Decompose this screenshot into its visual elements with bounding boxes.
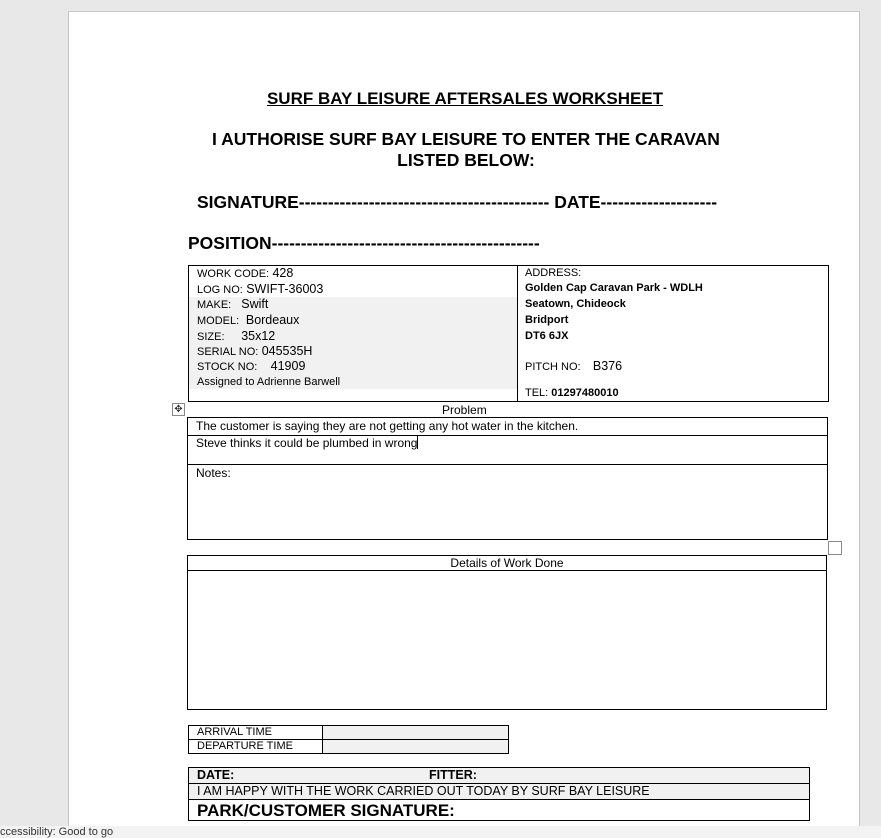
serial-label: SERIAL NO: bbox=[197, 346, 259, 358]
caravan-details bbox=[189, 266, 518, 401]
departure-time-field[interactable] bbox=[323, 740, 508, 753]
address-line-1[interactable]: Golden Cap Caravan Park - WDLH bbox=[525, 282, 703, 294]
address-line-2[interactable]: Seatown, Chideock bbox=[525, 298, 626, 310]
date-label: DATE: bbox=[197, 768, 235, 782]
signoff-table bbox=[188, 767, 810, 821]
tel-value[interactable]: 01297480010 bbox=[551, 387, 619, 399]
problem-row-1[interactable] bbox=[188, 418, 827, 436]
notes-label: Notes: bbox=[196, 466, 231, 480]
model-value[interactable]: Bordeaux bbox=[245, 313, 300, 327]
assigned-to: Assigned to Adrienne Barwell bbox=[197, 376, 341, 388]
date-fitter-row[interactable] bbox=[189, 768, 809, 784]
problem-text-2[interactable]: Steve thinks it could be plumbed in wrong bbox=[196, 436, 418, 450]
arrival-time-label: ARRIVAL TIME bbox=[189, 726, 323, 739]
stock-label: STOCK NO: bbox=[197, 361, 258, 373]
serial-value[interactable]: 045535H bbox=[261, 344, 313, 358]
document-page bbox=[68, 11, 860, 838]
departure-time-label: DEPARTURE TIME bbox=[189, 740, 323, 753]
pitch-value[interactable]: B376 bbox=[592, 359, 623, 373]
pitch-label: PITCH NO: bbox=[525, 361, 581, 373]
work-done-table bbox=[187, 555, 827, 710]
work-done-header: Details of Work Done bbox=[188, 556, 826, 571]
work-code-label: WORK CODE: bbox=[197, 268, 270, 280]
log-no-value[interactable]: SWIFT-36003 bbox=[246, 282, 324, 296]
work-code-value[interactable]: 428 bbox=[272, 266, 294, 280]
stock-value[interactable]: 41909 bbox=[270, 359, 306, 373]
text-cursor bbox=[417, 436, 418, 449]
address-line-3[interactable]: Bridport bbox=[525, 314, 569, 326]
problem-row-2[interactable] bbox=[188, 436, 827, 465]
tel-label: TEL: bbox=[525, 387, 549, 399]
time-table bbox=[188, 725, 509, 754]
problem-table bbox=[187, 417, 828, 540]
signature-date-line: SIGNATURE------------------------------------------- DATE-------------------- bbox=[197, 192, 718, 212]
log-no-label: LOG NO: bbox=[197, 284, 243, 296]
address-label: ADDRESS: bbox=[525, 267, 582, 279]
make-value[interactable]: Swift bbox=[241, 297, 269, 311]
make-label: MAKE: bbox=[197, 299, 232, 311]
problem-label: Problem bbox=[442, 403, 487, 417]
size-label: SIZE: bbox=[197, 331, 225, 343]
happy-statement: I AM HAPPY WITH THE WORK CARRIED OUT TODAY BY SURF BAY LEISURE bbox=[189, 784, 809, 800]
authorisation-text: I AUTHORISE SURF BAY LEISURE TO ENTER THE CARAVAN LISTED BELOW: bbox=[212, 129, 720, 170]
size-value[interactable]: 35x12 bbox=[241, 329, 276, 343]
fitter-label: FITTER: bbox=[429, 768, 477, 782]
caravan-info-table bbox=[188, 265, 829, 402]
status-bar-accessibility[interactable]: ccessibility: Good to go bbox=[0, 826, 881, 838]
address-line-4[interactable]: DT6 6JX bbox=[525, 330, 569, 342]
move-handle-icon[interactable]: ✥ bbox=[172, 403, 185, 416]
arrival-time-field[interactable] bbox=[323, 726, 508, 739]
position-line: POSITION---------------------------------------------- bbox=[188, 233, 540, 253]
problem-text-1[interactable]: The customer is saying they are not getting any hot water in the kitchen. bbox=[196, 419, 579, 433]
customer-signature-label: PARK/CUSTOMER SIGNATURE: bbox=[197, 801, 455, 820]
table-resize-handle[interactable] bbox=[828, 541, 842, 555]
model-label: MODEL: bbox=[197, 315, 240, 327]
document-title: SURF BAY LEISURE AFTERSALES WORKSHEET bbox=[266, 89, 664, 108]
